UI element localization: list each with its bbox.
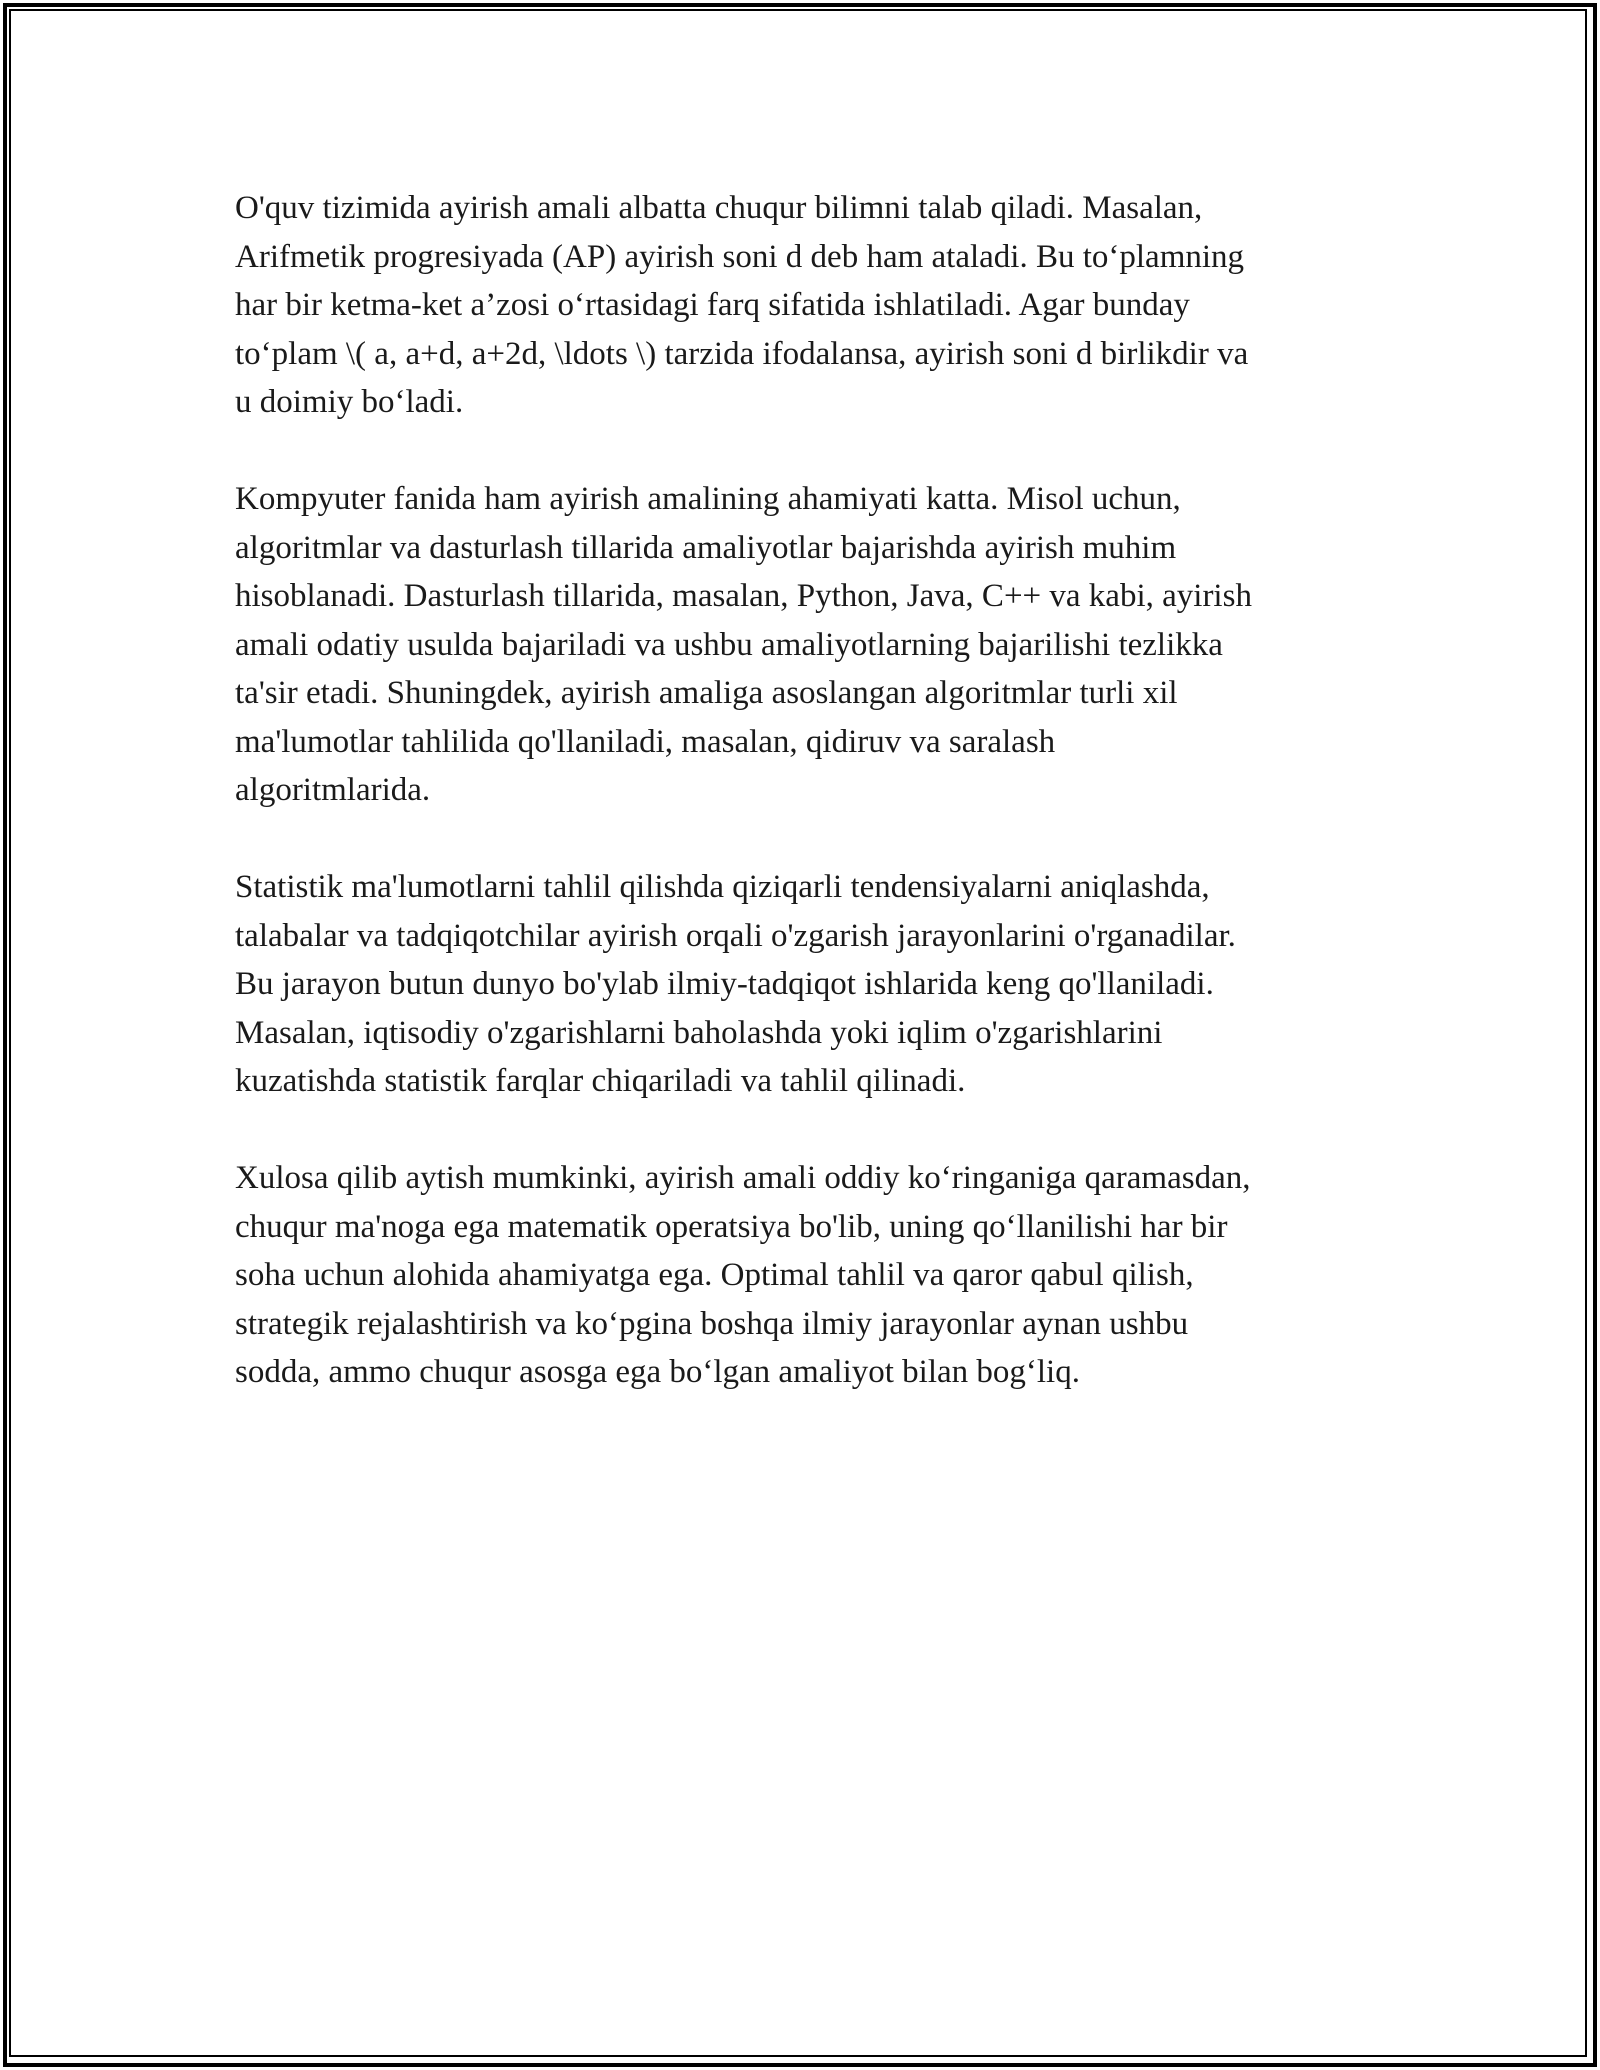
text-line: ma'lumotlar tahlilida qo'llaniladi, masalan, qidiruv va saralash <box>235 723 1056 760</box>
text-line: O'quv tizimida ayirish amali albatta chuqur bilimni talab qiladi. Masalan, <box>235 190 1203 226</box>
text-line: Xulosa qilib aytish mumkinki, ayirish amali oddiy ko‘ringaniga qaramasdan, <box>235 1160 1251 1196</box>
paragraph-ap-difference <box>235 184 1375 427</box>
text-line: Arifmetik progresiyada (AP) ayirish soni d deb ham ataladi. Bu to‘plamning <box>235 238 1245 275</box>
text-line: algoritmlar va dasturlash tillarida amaliyotlar bajarishda ayirish muhim <box>235 529 1177 566</box>
text-line: talabalar va tadqiqotchilar ayirish orqali o'zgarish jarayonlarini o'rganadilar. <box>235 917 1236 954</box>
text-line: strategik rejalashtirish va ko‘pgina boshqa ilmiy jarayonlar aynan ushbu <box>235 1305 1189 1342</box>
text-line: to‘plam \( a, a+d, a+2d, \ldots \) tarzida ifodalansa, ayirish soni d birlikdir va <box>235 335 1249 372</box>
text-line: ta'sir etadi. Shuningdek, ayirish amaliga asoslangan algoritmlar turli xil <box>235 675 1178 711</box>
text-line: Masalan, iqtisodiy o'zgarishlarni baholashda yoki iqlim o'zgarishlarini <box>235 1014 1163 1051</box>
text-line: chuqur ma'noga ega matematik operatsiya bo'lib, uning qo‘llanilishi har bir <box>235 1208 1228 1245</box>
text-line: u doimiy bo‘ladi. <box>235 384 464 420</box>
paragraph-conclusion <box>235 1154 1375 1397</box>
text-line: soha uchun alohida ahamiyatga ega. Optimal tahlil va qaror qabul qilish, <box>235 1257 1194 1293</box>
text-line: Statistik ma'lumotlarni tahlil qilishda qiziqarli tendensiyalarni aniqlashda, <box>235 869 1210 905</box>
text-line: kuzatishda statistik farqlar chiqariladi va tahlil qilinadi. <box>235 1063 966 1099</box>
text-line: amali odatiy usulda bajariladi va ushbu amaliyotlarning bajarilishi tezlikka <box>235 626 1223 663</box>
paragraph-computer-science <box>235 475 1375 815</box>
text-line: Bu jarayon butun dunyo bo'ylab ilmiy-tadqiqot ishlarida keng qo'llaniladi. <box>235 966 1214 1002</box>
text-line: har bir ketma-ket a’zosi o‘rtasidagi farq sifatida ishlatiladi. Agar bunday <box>235 287 1190 323</box>
text-line: hisoblanadi. Dasturlash tillarida, masalan, Python, Java, C++ va kabi, ayirish <box>235 578 1252 614</box>
text-line: sodda, ammo chuqur asosga ega bo‘lgan amaliyot bilan bog‘liq. <box>235 1354 1080 1390</box>
document-body <box>235 184 1375 1445</box>
text-line: algoritmlarida. <box>235 772 431 808</box>
paragraph-statistics <box>235 863 1375 1106</box>
text-line: Kompyuter fanida ham ayirish amalining ahamiyati katta. Misol uchun, <box>235 481 1181 517</box>
